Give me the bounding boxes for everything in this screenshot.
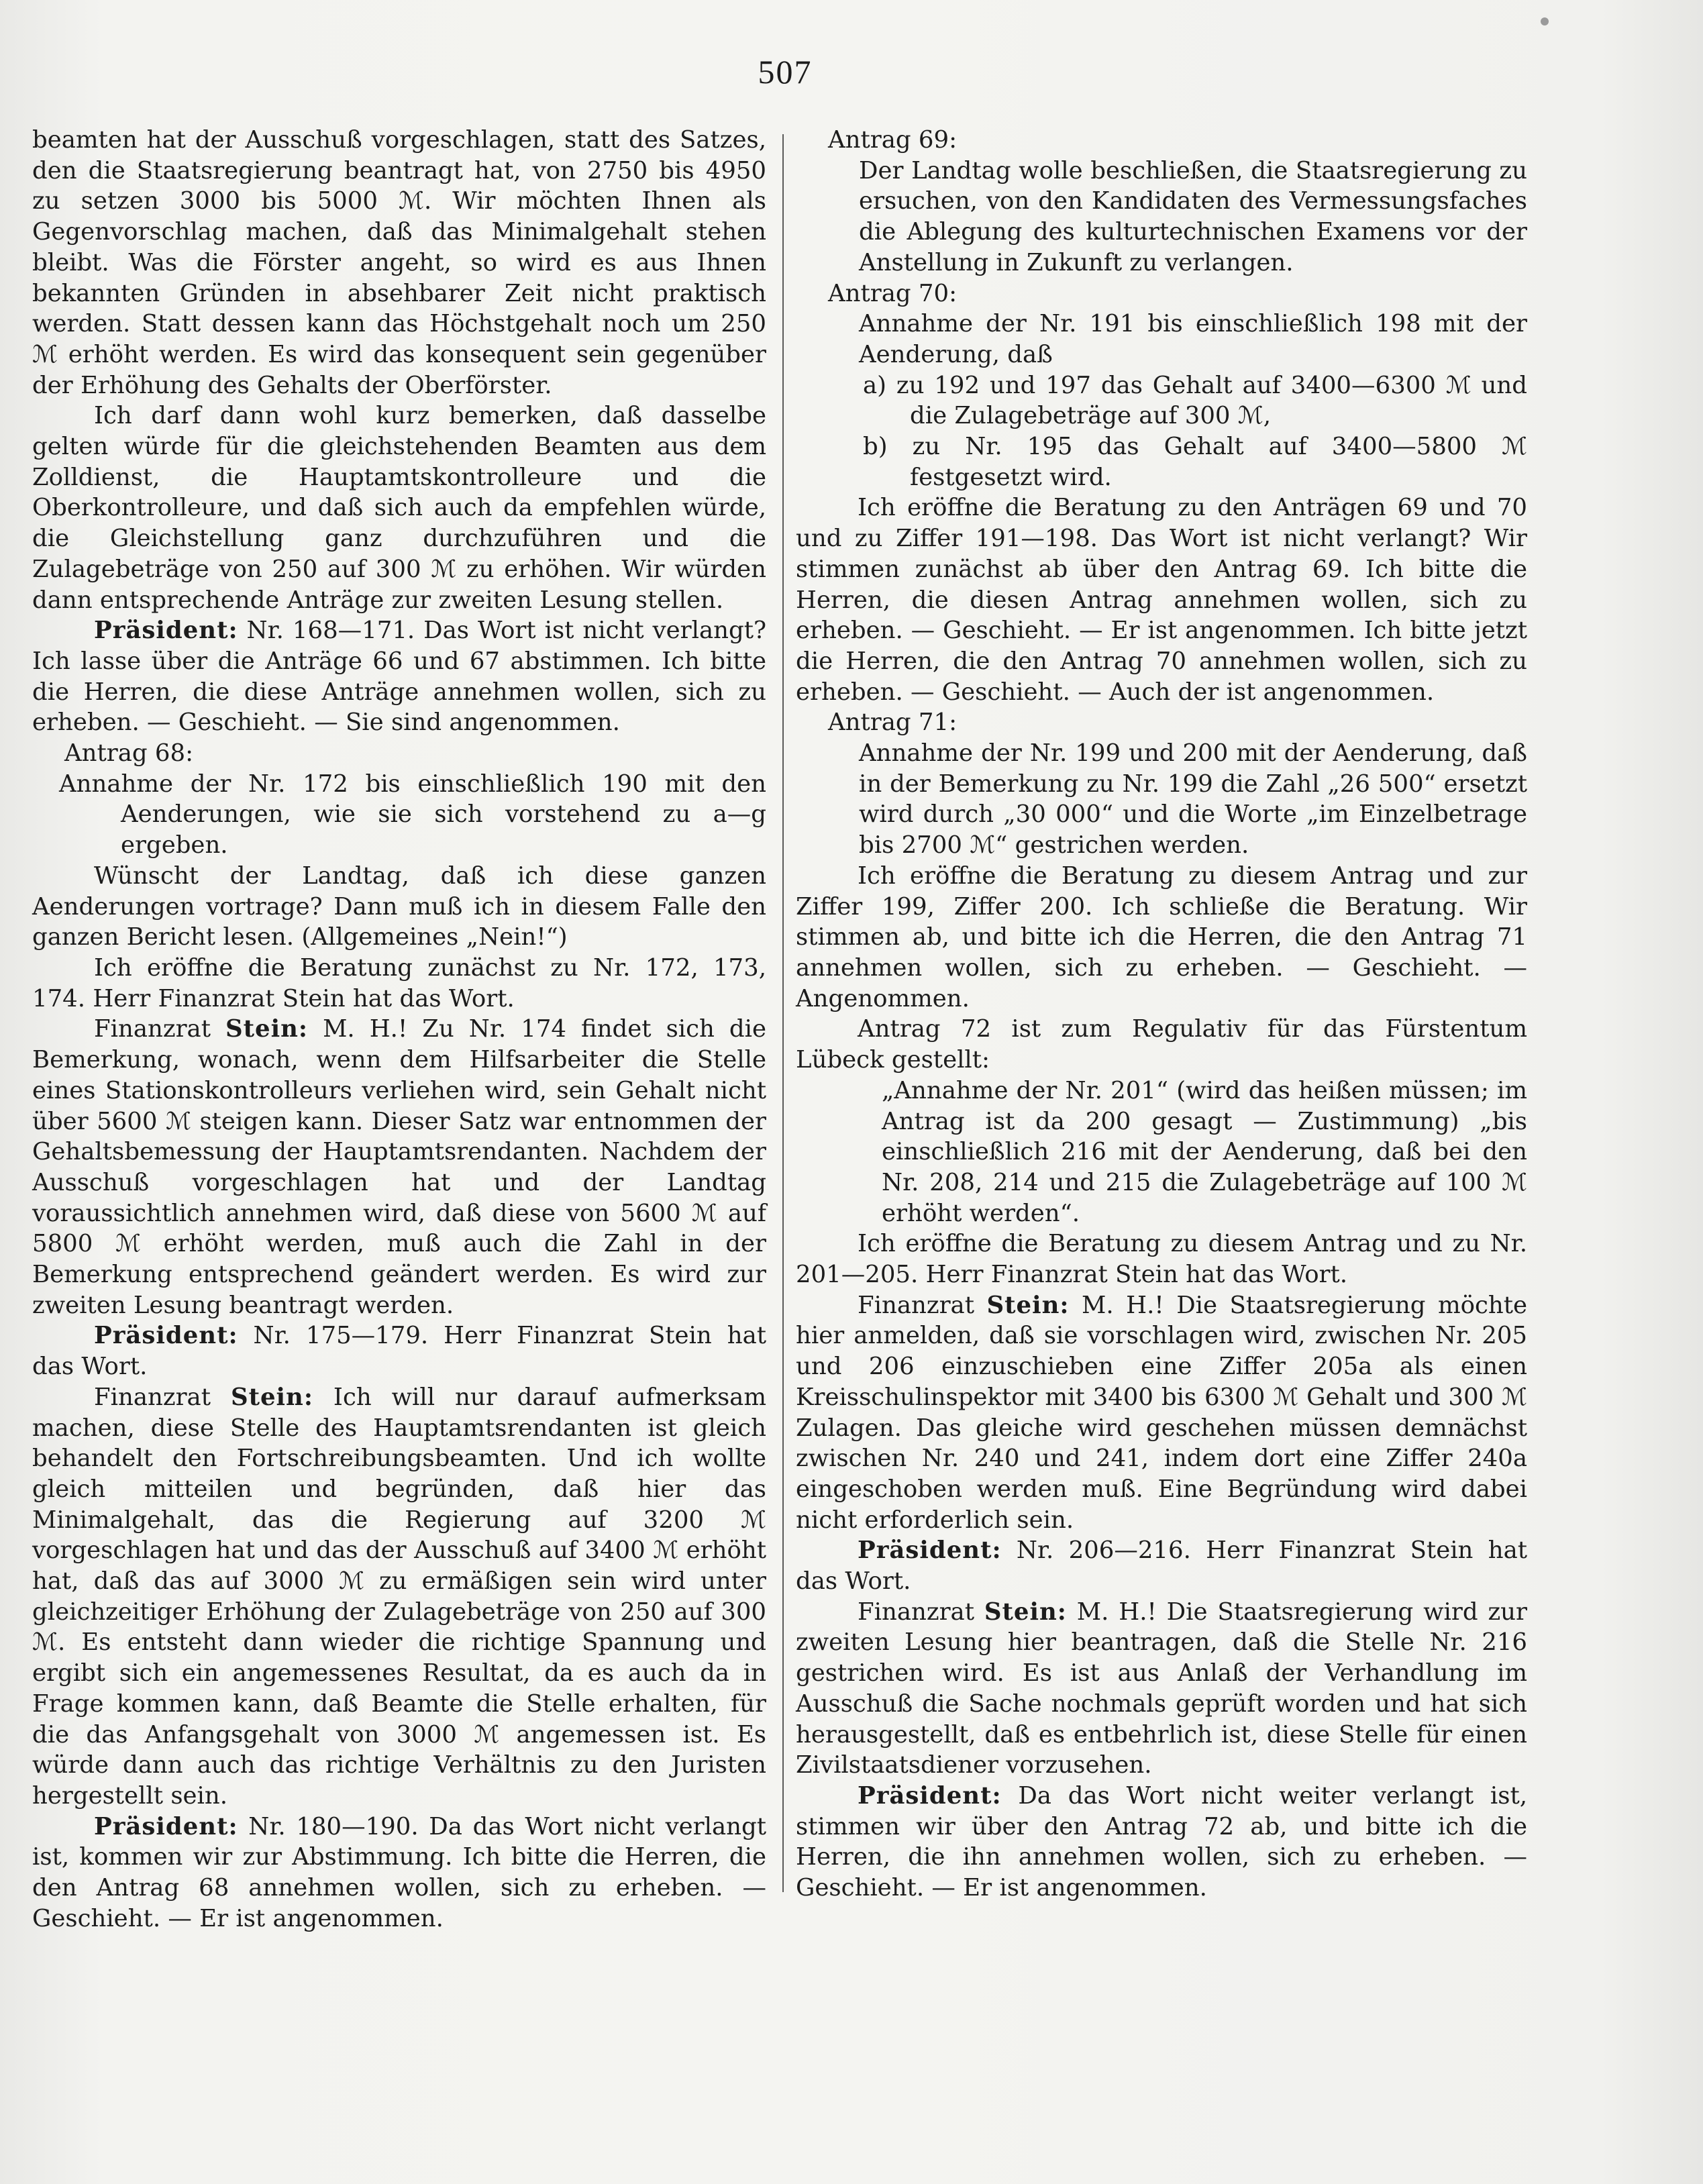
speech-text: Nr. 180—190. Da das Wort nicht verlangt ist, kommen wir zur Abstimmung. Ich bitte die Herren, die den Antrag 68 annehmen wollen, sich zu erheben. — Geschieht. — Er ist angenommen. <box>32 1812 766 1932</box>
paragraph <box>796 1290 1527 1536</box>
paragraph <box>32 1320 766 1382</box>
speaker-label: Präsident: <box>858 1781 1002 1810</box>
speaker-label: Präsident: <box>94 1322 238 1350</box>
speaker-title: Finanzrat <box>94 1015 226 1043</box>
speaker-label: Stein: <box>225 1015 309 1043</box>
motion-heading: Antrag 70: <box>828 279 958 307</box>
paragraph <box>796 1597 1527 1781</box>
speech-text: M. H.! Die Staatsregierung möchte hier anmelden, daß sie vorschlagen wird, zwischen Nr. 205 und 206 einzuschieben eine Ziffer 205a als einen Kreisschulinspektor mit 3400 bis 6300 ℳ Gehalt und 300 ℳ Zulagen. Das gleiche wird geschehen müssen demnächst zwischen Nr. 240 und 241, indem dort eine Ziffer 240a eingeschoben werden muß. Eine Begründung wird dabei nicht erforderlich sein. <box>796 1291 1527 1534</box>
paragraph: beamten hat der Ausschuß vorgeschlagen, statt des Satzes, den die Staatsregierung beantragt hat, von 2750 bis 4950 zu setzen 3000 bis 5000 ℳ. Wir möchten Ihnen als Gegenvorschlag machen, daß das Minimalgehalt stehen bleibt. Was die Förster angeht, so wird es aus Ihnen bekannten Gründen in absehbarer Zeit nicht praktisch werden. Statt dessen kann das Höchstgehalt noch um 250 ℳ erhöht werden. Es wird das konsequent sein gegenüber der Erhöhung des Gehalts der Oberförster. <box>32 126 766 399</box>
page-number: 507 <box>758 53 813 91</box>
speaker-label: Stein: <box>986 1291 1070 1319</box>
paragraph: Ich eröffne die Beratung zu diesem Antrag und zur Ziffer 199, Ziffer 200. Ich schließe die Beratung. Wir stimmen ab, und bitte ich die Herren, die den Antrag 71 annehmen wollen, sich zu erheben. — Geschieht. — Angenommen. <box>796 862 1527 1012</box>
speaker-label: Stein: <box>984 1598 1067 1626</box>
paragraph <box>796 1781 1527 1904</box>
speck-mark <box>1541 17 1549 25</box>
paragraph: Ich eröffne die Beratung zu den Anträgen 69 und 70 und zu Ziffer 191—198. Das Wort ist nicht verlangt? Wir stimmen zunächst ab über den Antrag 69. Ich bitte die Herren, die diesen Antrag annehmen wollen, sich zu erheben. — Geschieht. — Er ist angenommen. Ich bitte jetzt die Herren, die den Antrag 70 annehmen wollen, sich zu erheben. — Geschieht. — Auch der ist angenommen. <box>796 494 1527 706</box>
paragraph <box>32 1014 766 1320</box>
speech-text: M. H.! Zu Nr. 174 findet sich die Bemerkung, wonach, wenn dem Hilfsarbeiter die Stelle eines Stationskontrolleurs verliehen wird, sein Gehalt nicht über 5600 ℳ steigen kann. Dieser Satz war entnommen der Gehaltsbemessung der Hauptamtsrendanten. Nachdem der Ausschuß vorgeschlagen hat und der Landtag voraussichtlich annehmen wird, daß diese von 5600 ℳ auf 5800 ℳ erhöht werden, muß auch die Zahl in der Bemerkung entsprechend geändert werden. Es wird zur zweiten Lesung beantragt werden. <box>32 1015 767 1319</box>
paragraph: Antrag 72 ist zum Regulativ für das Fürstentum Lübeck gestellt: <box>796 1015 1527 1074</box>
motion-text: Der Landtag wolle beschließen, die Staatsregierung zu ersuchen, von den Kandidaten des Vermessungsfaches die Ablegung des kulturtechnischen Examens vor der Anstellung in Zukunft zu verlangen. <box>859 156 1527 276</box>
paragraph: Wünscht der Landtag, daß ich diese ganzen Aenderungen vortrage? Dann muß ich in diesem Falle den ganzen Bericht lesen. (Allgemeines „Nein!“) <box>32 862 766 951</box>
motion-text: „Annahme der Nr. 201“ (wird das heißen müssen; im Antrag ist da 200 gesagt — Zustimmung) „bis einschließlich 216 mit der Aenderung, daß bei den Nr. 208, 214 und 215 die Zulagebeträge auf 100 ℳ erhöht werden“. <box>882 1076 1527 1227</box>
paragraph <box>32 1812 766 1934</box>
speaker-title: Finanzrat <box>858 1598 984 1626</box>
motion-text: Annahme der Nr. 199 und 200 mit der Aenderung, daß in der Bemerkung zu Nr. 199 die Zahl „26 500“ ersetzt wird durch „30 000“ und die Worte „im Einzelbetrage bis 2700 ℳ“ gestrichen werden. <box>859 739 1527 860</box>
speech-text: Nr. 175—179. Herr Finanzrat Stein hat das Wort. <box>32 1322 766 1381</box>
speaker-title: Finanzrat <box>858 1291 987 1319</box>
motion-text: Annahme der Nr. 172 bis einschließlich 190 mit den Aenderungen, wie sie sich vorstehend zu a—g ergeben. <box>59 770 766 860</box>
paragraph <box>32 615 766 738</box>
speaker-label: Präsident: <box>858 1537 1002 1565</box>
paragraph: Ich eröffne die Beratung zu diesem Antrag und zu Nr. 201—205. Herr Finanzrat Stein hat das Wort. <box>796 1230 1527 1289</box>
motion-text: Annahme der Nr. 191 bis einschließlich 198 mit der Aenderung, daß <box>859 310 1527 368</box>
paragraph: Ich eröffne die Beratung zunächst zu Nr. 172, 173, 174. Herr Finanzrat Stein hat das Wort. <box>32 953 766 1012</box>
speaker-title: Finanzrat <box>94 1383 231 1411</box>
speech-text: Ich will nur darauf aufmerksam machen, diese Stelle des Hauptamtsrendanten ist gleich behandelt den Fortschreibungsbeamten. Und ich wollte gleich mitteilen und begründen, daß hier das Minimalgehalt, das die Regierung auf 3200 ℳ vorgeschlagen hat und das der Ausschuß auf 3400 ℳ erhöht hat, daß das auf 3000 ℳ zu ermäßigen sein wird unter gleichzeitiger Erhöhung der Zulagebeträge von 250 auf 300 ℳ. Es entsteht dann wieder die richtige Spannung und ergibt sich ein angemessenes Resultat, da es auch da in Frage kommen kann, daß Beamte die Stelle erhalten, für die das Anfangsgehalt von 3000 ℳ angemessen ist. Es würde dann auch das richtige Verhältnis zu den Juristen hergestellt sein. <box>32 1383 767 1810</box>
paragraph: Ich darf dann wohl kurz bemerken, daß dasselbe gelten würde für die gleichstehenden Beamten aus dem Zolldienst, die Hauptamtskontrolleure und die Oberkontrolleure, und daß sich auch da empfehlen würde, die Gleichstellung ganz durchzuführen und die Zulagebeträge von 250 auf 300 ℳ zu erhöhen. Wir würden dann entsprechende Anträge zur zweiten Lesung stellen. <box>32 402 766 614</box>
speaker-label: Präsident: <box>94 617 238 645</box>
speaker-label: Präsident: <box>94 1812 238 1840</box>
motion-heading: Antrag 69: <box>828 126 958 154</box>
paragraph <box>796 1535 1527 1596</box>
motion-heading: Antrag 68: <box>64 739 194 768</box>
speech-text: Nr. 206—216. Herr Finanzrat Stein hat das Wort. <box>796 1537 1527 1596</box>
column-divider <box>782 134 784 1892</box>
right-column <box>796 125 1527 1904</box>
motion-heading: Antrag 71: <box>828 709 958 737</box>
speech-text: M. H.! Die Staatsregierung wird zur zweiten Lesung hier beantragen, daß die Stelle Nr. 216 gestrichen wird. Es ist aus Anlaß der Verhandlung im Ausschuß die Sache nochmals geprüft worden und hat sich herausgestellt, daß es entbehrlich ist, diese Stelle für einen Zivilstaatsdiener vorzusehen. <box>796 1598 1527 1779</box>
motion-item-a: a) zu 192 und 197 das Gehalt auf 3400—6300 ℳ und die Zulagebeträge auf 300 ℳ, <box>863 371 1527 430</box>
motion-item-b: b) zu Nr. 195 das Gehalt auf 3400—5800 ℳ festgesetzt wird. <box>863 433 1527 491</box>
paragraph <box>32 1382 766 1812</box>
speaker-label: Stein: <box>230 1383 313 1411</box>
left-column <box>32 125 766 1934</box>
speech-text: Nr. 168—171. Das Wort ist nicht verlangt? Ich lasse über die Anträge 66 und 67 abstimmen. Ich bitte die Herren, die diese Anträge annehmen wollen, sich zu erheben. — Geschieht. — Sie sind angenommen. <box>32 617 766 737</box>
speech-text: Da das Wort nicht weiter verlangt ist, stimmen wir über den Antrag 72 ab, und bitte ich die Herren, die ihn annehmen wollen, sich zu erheben. — Geschieht. — Er ist angenommen. <box>796 1781 1527 1902</box>
